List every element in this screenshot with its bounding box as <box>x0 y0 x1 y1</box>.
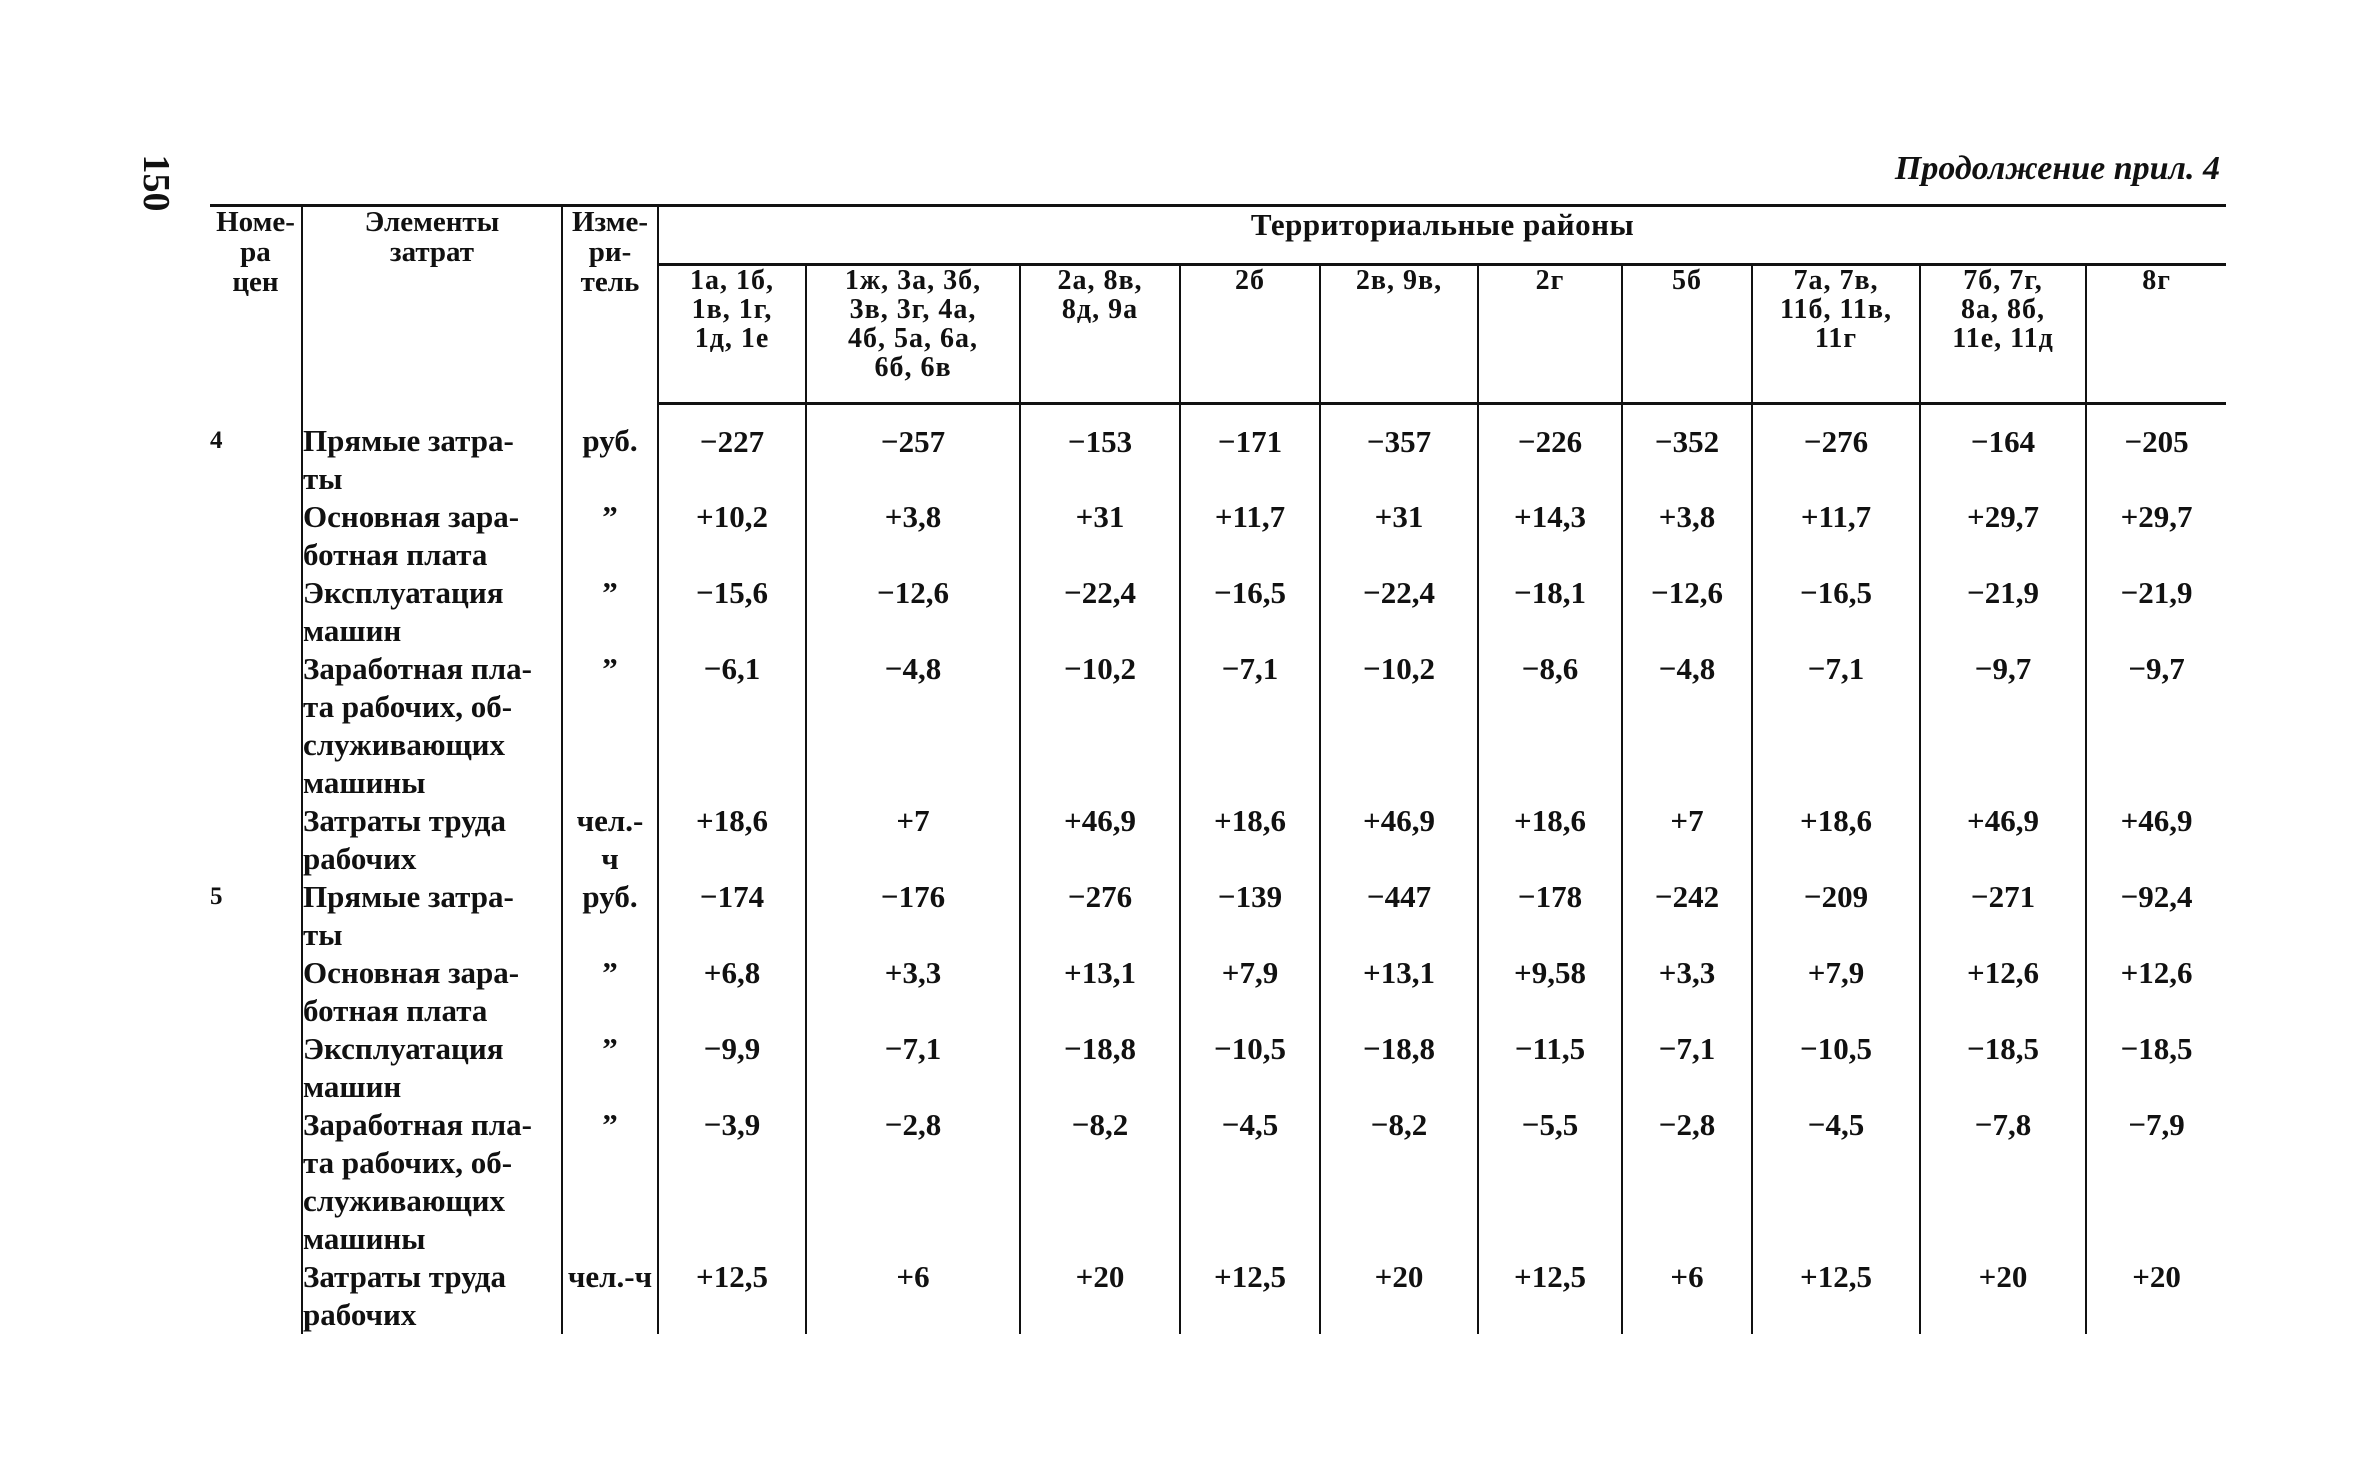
value-cell: −18,5 <box>2086 1030 2226 1106</box>
table-row <box>210 1030 2226 1106</box>
value-cell: −176 <box>806 878 1020 954</box>
value-cell: +3,8 <box>1622 498 1752 574</box>
value-cell: −276 <box>1020 878 1180 954</box>
header-region-text: 1а, 1б, 1в, 1г, 1д, 1е <box>690 265 774 354</box>
value-cell: −7,1 <box>1752 650 1920 802</box>
header-region-text: 7а, 7в, 11б, 11в, 11г <box>1779 265 1893 354</box>
value-cell: −205 <box>2086 404 2226 498</box>
unit <box>562 574 658 650</box>
row-number <box>210 650 302 802</box>
row-number <box>210 802 302 878</box>
value-cell: −242 <box>1622 878 1752 954</box>
header-region <box>2086 265 2226 404</box>
value-cell: +12,5 <box>1478 1258 1622 1334</box>
cost-element <box>302 498 562 574</box>
value-cell: +29,7 <box>2086 498 2226 574</box>
value-cell: −7,1 <box>1622 1030 1752 1106</box>
header-region <box>1920 265 2086 404</box>
value-cell: −4,5 <box>1752 1106 1920 1258</box>
value-cell: −7,1 <box>806 1030 1020 1106</box>
unit <box>562 650 658 802</box>
value-cell: +20 <box>1320 1258 1478 1334</box>
value-cell: +46,9 <box>2086 802 2226 878</box>
header-unit-text: Изме- ри- тель <box>571 206 649 298</box>
value-cell: −10,5 <box>1180 1030 1320 1106</box>
value-cell: +12,5 <box>1180 1258 1320 1334</box>
value-cell: −178 <box>1478 878 1622 954</box>
value-cell: −4,8 <box>1622 650 1752 802</box>
value-cell: −18,5 <box>1920 1030 2086 1106</box>
value-cell: −9,7 <box>1920 650 2086 802</box>
header-unit <box>562 206 658 404</box>
value-cell: −18,1 <box>1478 574 1622 650</box>
value-cell: −10,2 <box>1020 650 1180 802</box>
value-cell: −12,6 <box>806 574 1020 650</box>
header-elements-text: Элементы затрат <box>364 206 500 268</box>
header-region <box>1020 265 1180 404</box>
cost-element-text: Затраты труда рабочих <box>303 802 506 876</box>
value-cell: −174 <box>658 878 806 954</box>
value-cell: −227 <box>658 404 806 498</box>
header-region <box>1622 265 1752 404</box>
cost-element-text: Основная зара- ботная плата <box>303 498 520 572</box>
unit-text: ” <box>602 1030 618 1066</box>
value-cell: −11,5 <box>1478 1030 1622 1106</box>
unit <box>562 1030 658 1106</box>
value-cell: +18,6 <box>1752 802 1920 878</box>
header-region <box>806 265 1020 404</box>
value-cell: −2,8 <box>1622 1106 1752 1258</box>
value-cell: −139 <box>1180 878 1320 954</box>
value-cell: −8,2 <box>1320 1106 1478 1258</box>
table-row <box>210 1106 2226 1258</box>
value-cell: +13,1 <box>1320 954 1478 1030</box>
value-cell: −22,4 <box>1020 574 1180 650</box>
header-region-text: 2г <box>1535 265 1565 296</box>
unit-text: чел.-ч <box>567 1258 653 1294</box>
row-number <box>210 1030 302 1106</box>
cost-element-text: Эксплуатация машин <box>303 574 504 648</box>
header-region <box>1180 265 1320 404</box>
value-cell: +3,3 <box>1622 954 1752 1030</box>
table-row <box>210 498 2226 574</box>
value-cell: −18,8 <box>1320 1030 1478 1106</box>
cost-element <box>302 1106 562 1258</box>
header-region <box>1752 265 1920 404</box>
value-cell: +10,2 <box>658 498 806 574</box>
unit <box>562 1258 658 1334</box>
header-region-text: 2а, 8в, 8д, 9а <box>1057 265 1143 325</box>
value-cell: +14,3 <box>1478 498 1622 574</box>
value-cell: +6,8 <box>658 954 806 1030</box>
value-cell: −10,2 <box>1320 650 1478 802</box>
value-cell: +11,7 <box>1752 498 1920 574</box>
value-cell: +46,9 <box>1020 802 1180 878</box>
value-cell: −8,2 <box>1020 1106 1180 1258</box>
value-cell: −4,5 <box>1180 1106 1320 1258</box>
value-cell: −164 <box>1920 404 2086 498</box>
value-cell: +6 <box>806 1258 1020 1334</box>
value-cell: −5,5 <box>1478 1106 1622 1258</box>
value-cell: +12,6 <box>1920 954 2086 1030</box>
header-elements <box>302 206 562 404</box>
table-row <box>210 802 2226 878</box>
value-cell: +18,6 <box>658 802 806 878</box>
value-cell: −16,5 <box>1180 574 1320 650</box>
value-cell: +6 <box>1622 1258 1752 1334</box>
unit-text: ” <box>602 954 618 990</box>
value-cell: +12,5 <box>1752 1258 1920 1334</box>
unit <box>562 498 658 574</box>
value-cell: −209 <box>1752 878 1920 954</box>
cost-element-text: Заработная пла- та рабочих, об- служивающих машины <box>303 650 532 800</box>
row-number: 5 <box>210 882 223 910</box>
value-cell: +3,3 <box>806 954 1020 1030</box>
value-cell: −21,9 <box>2086 574 2226 650</box>
cost-element <box>302 650 562 802</box>
cost-element <box>302 802 562 878</box>
cost-element <box>302 404 562 498</box>
row-number: 4 <box>210 426 223 454</box>
value-cell: −6,1 <box>658 650 806 802</box>
header-region <box>1320 265 1478 404</box>
table-row <box>210 574 2226 650</box>
value-cell: −357 <box>1320 404 1478 498</box>
page-number: 150 <box>135 154 177 212</box>
value-cell: +13,1 <box>1020 954 1180 1030</box>
cost-element <box>302 574 562 650</box>
row-number <box>210 954 302 1030</box>
header-number <box>210 206 302 404</box>
unit <box>562 802 658 878</box>
value-cell: +31 <box>1320 498 1478 574</box>
value-cell: −352 <box>1622 404 1752 498</box>
row-number <box>210 1106 302 1258</box>
unit-text: ” <box>602 498 618 534</box>
value-cell: +46,9 <box>1320 802 1478 878</box>
table-row <box>210 878 2226 954</box>
header-region-text: 7б, 7г, 8а, 8б, 11е, 11д <box>1952 265 2054 354</box>
value-cell: −153 <box>1020 404 1180 498</box>
header-region-text: 5б <box>1672 265 1702 296</box>
value-cell: +9,58 <box>1478 954 1622 1030</box>
value-cell: −12,6 <box>1622 574 1752 650</box>
value-cell: +3,8 <box>806 498 1020 574</box>
cost-element-text: Затраты труда рабочих <box>303 1258 506 1332</box>
value-cell: −22,4 <box>1320 574 1478 650</box>
value-cell: −3,9 <box>658 1106 806 1258</box>
value-cell: +18,6 <box>1180 802 1320 878</box>
cost-element-text: Основная зара- ботная плата <box>303 954 520 1028</box>
header-region <box>1478 265 1622 404</box>
value-cell: −9,7 <box>2086 650 2226 802</box>
row-number <box>210 1258 302 1334</box>
header-number-text: Номе- ра цен <box>216 206 295 298</box>
value-cell: +7 <box>806 802 1020 878</box>
cost-element <box>302 1258 562 1334</box>
row-number <box>210 498 302 574</box>
value-cell: −257 <box>806 404 1020 498</box>
cost-table <box>210 204 2226 1334</box>
cost-element-text: Заработная пла- та рабочих, об- служивающих машины <box>303 1106 532 1256</box>
value-cell: +31 <box>1020 498 1180 574</box>
unit <box>562 878 658 954</box>
header-territorial-regions: Территориальные районы <box>658 206 2226 265</box>
unit <box>562 1106 658 1258</box>
value-cell: +12,6 <box>2086 954 2226 1030</box>
value-cell: −21,9 <box>1920 574 2086 650</box>
unit-text: ” <box>602 574 618 610</box>
value-cell: −4,8 <box>806 650 1020 802</box>
value-cell: −171 <box>1180 404 1320 498</box>
value-cell: −447 <box>1320 878 1478 954</box>
value-cell: +11,7 <box>1180 498 1320 574</box>
value-cell: −7,8 <box>1920 1106 2086 1258</box>
cost-element <box>302 1030 562 1106</box>
cost-element-text: Прямые затра- ты <box>303 878 514 952</box>
header-region-text: 2б <box>1235 265 1265 296</box>
value-cell: +20 <box>2086 1258 2226 1334</box>
value-cell: +20 <box>1920 1258 2086 1334</box>
cost-element-text: Прямые затра- ты <box>303 422 514 496</box>
value-cell: −7,9 <box>2086 1106 2226 1258</box>
value-cell: −18,8 <box>1020 1030 1180 1106</box>
value-cell: −10,5 <box>1752 1030 1920 1106</box>
table-row <box>210 650 2226 802</box>
table-row <box>210 954 2226 1030</box>
cost-element <box>302 954 562 1030</box>
unit-text: ” <box>602 650 618 686</box>
value-cell: +7,9 <box>1752 954 1920 1030</box>
value-cell: +12,5 <box>658 1258 806 1334</box>
continuation-label: Продолжение прил. 4 <box>1894 150 2220 187</box>
header-region <box>658 265 806 404</box>
unit <box>562 404 658 498</box>
unit-text: руб. <box>582 422 638 458</box>
cost-element <box>302 878 562 954</box>
value-cell: −7,1 <box>1180 650 1320 802</box>
value-cell: −276 <box>1752 404 1920 498</box>
value-cell: −92,4 <box>2086 878 2226 954</box>
value-cell: −16,5 <box>1752 574 1920 650</box>
table-row <box>210 404 2226 498</box>
header-region-text: 8г <box>2142 265 2171 296</box>
unit-text: руб. <box>582 878 638 914</box>
value-cell: +20 <box>1020 1258 1180 1334</box>
value-cell: −2,8 <box>806 1106 1020 1258</box>
value-cell: +29,7 <box>1920 498 2086 574</box>
value-cell: −15,6 <box>658 574 806 650</box>
value-cell: −9,9 <box>658 1030 806 1106</box>
unit-text: ” <box>602 1106 618 1142</box>
value-cell: −226 <box>1478 404 1622 498</box>
table-row <box>210 1258 2226 1334</box>
value-cell: +7,9 <box>1180 954 1320 1030</box>
value-cell: +7 <box>1622 802 1752 878</box>
row-number <box>210 574 302 650</box>
unit-text: чел.- ч <box>576 802 644 876</box>
value-cell: +46,9 <box>1920 802 2086 878</box>
header-region-text: 2в, 9в, <box>1355 265 1443 296</box>
header-region-text: 1ж, 3а, 3б, 3в, 3г, 4а, 4б, 5а, 6а, 6б, 6в <box>844 265 982 383</box>
value-cell: −271 <box>1920 878 2086 954</box>
value-cell: +18,6 <box>1478 802 1622 878</box>
unit <box>562 954 658 1030</box>
cost-element-text: Эксплуатация машин <box>303 1030 504 1104</box>
value-cell: −8,6 <box>1478 650 1622 802</box>
